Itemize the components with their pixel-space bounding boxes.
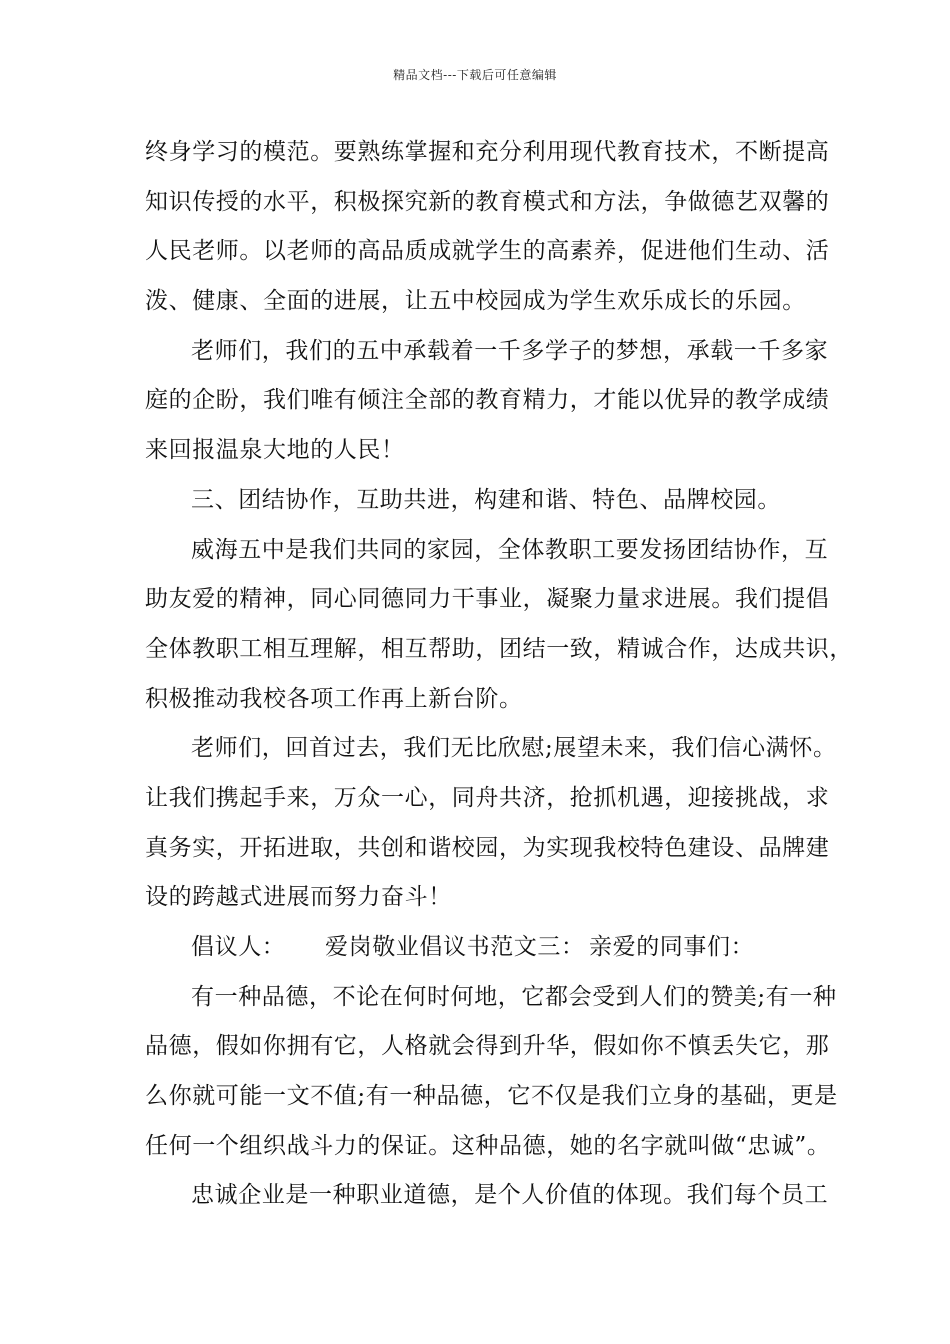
text-line: 庭的企盼，我们唯有倾注全部的教育精力，才能以优异的教学成绩 [145,387,830,414]
text-line: 设的跨越式进展而努力奋斗！ [145,884,452,911]
page-header: 精品文档---下载后可任意编辑 [393,68,557,82]
text-line: 威海五中是我们共同的家园，全体教职工要发扬团结协作，互 [191,536,829,563]
text-line: 知识传授的水平，积极探究新的教育模式和方法，争做德艺双馨的 [145,188,830,215]
signature-line [145,923,817,973]
text-line: 来回报温泉大地的人民！ [145,437,405,464]
section-heading: 三、团结协作，互助共进，构建和谐、特色、品牌校园。 [191,486,781,513]
text-line: 忠诚企业是一种职业道德，是个人价值的体现。我们每个员工 [191,1182,829,1209]
sample-title: 爱岗敬业倡议书范文三： [325,934,585,960]
salutation: 亲爱的同事们： [589,934,755,960]
text-line: 让我们携起手来，万众一心，同舟共济，抢抓机遇，迎接挑战，求 [145,784,830,811]
text-line: 人民老师。以老师的高品质成就学生的高素养，促进他们生动、活 [145,238,830,265]
text-line: 真务实，开拓进取，共创和谐校园，为实现我校特色建设、品牌建 [145,834,830,861]
initiator-label: 倡议人： [191,934,286,960]
text-line: 终身学习的模范。要熟练掌握和充分利用现代教育技术，不断提高 [145,139,830,165]
text-line: 积极推动我校各项工作再上新台阶。 [145,685,523,712]
text-line: 品德，假如你拥有它，人格就会得到升华，假如你不慎丢失它，那 [145,1033,830,1060]
document-body [145,128,853,1221]
text-line: 助友爱的精神，同心同德同力干事业，凝聚力量求进展。我们提倡 [145,586,830,613]
text-line: 泼、健康、全面的进展，让五中校园成为学生欢乐成长的乐园。 [145,288,806,315]
text-line: 任何一个组织战斗力的保证。这种品德，她的名字就叫做“忠诚”。 [145,1132,831,1159]
text-line: 有一种品德，不论在何时何地，它都会受到人们的赞美;有一种 [191,983,837,1010]
text-line: 全体教职工相互理解，相互帮助，团结一致，精诚合作，达成共识， [145,635,853,662]
text-line: 老师们，我们的五中承载着一千多学子的梦想，承载一千多家 [191,337,829,364]
text-line: 么你就可能一文不值;有一种品德，它不仅是我们立身的基础，更是 [145,1083,838,1110]
text-line: 老师们，回首过去，我们无比欣慰;展望未来，我们信心满怀。 [191,735,837,762]
